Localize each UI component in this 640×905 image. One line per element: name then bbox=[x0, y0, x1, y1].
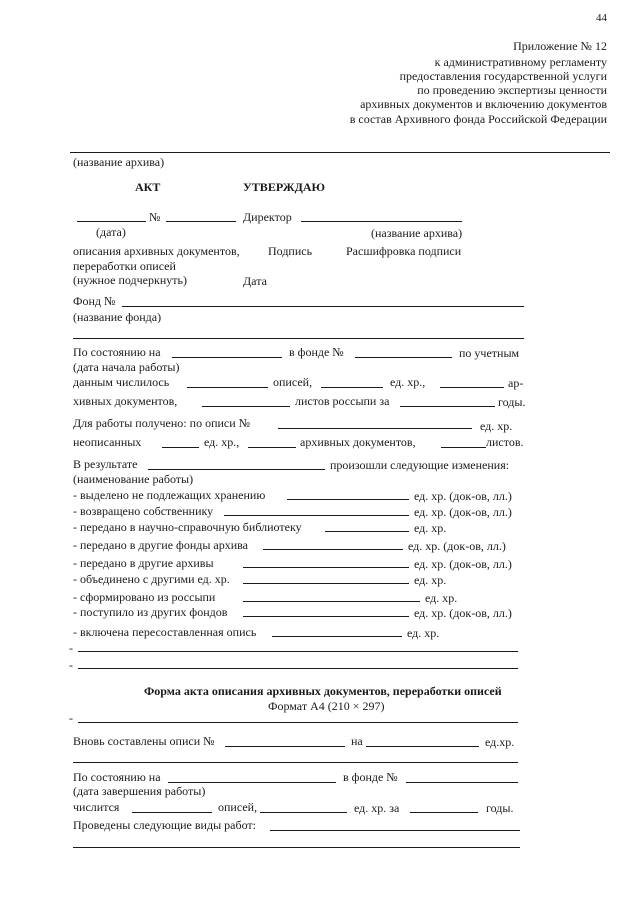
status-fond-number-field[interactable] bbox=[355, 357, 452, 358]
fond-label: Фонд № bbox=[73, 294, 116, 308]
status-by-inventories: по учетным bbox=[459, 346, 520, 360]
change-field[interactable] bbox=[243, 601, 420, 602]
dash-mark: - bbox=[69, 641, 73, 655]
change-suffix: ед. хр. bbox=[407, 626, 440, 640]
appendix-line: предоставления государственной услуги bbox=[399, 69, 607, 83]
dash-mark: - bbox=[69, 658, 73, 672]
signature-decode-label: Расшифровка подписи bbox=[346, 244, 462, 258]
fond-field[interactable] bbox=[122, 306, 524, 307]
work-name-field[interactable] bbox=[148, 469, 325, 470]
director-archive-caption: (название архива) bbox=[371, 226, 463, 240]
received-undescribed: неописанных bbox=[73, 435, 142, 449]
status-counted: данным числилось bbox=[73, 375, 170, 389]
act-number-field[interactable] bbox=[166, 221, 236, 222]
end-inventories: описей, bbox=[218, 800, 258, 814]
received-units: ед. хр. bbox=[480, 419, 513, 433]
end-units-for: ед. хр. за bbox=[354, 801, 400, 815]
result-caption: (наименование работы) bbox=[73, 472, 194, 486]
status-inventories: описей, bbox=[273, 375, 313, 389]
page-number: 44 bbox=[596, 12, 607, 24]
approve-title: УТВЕРЖДАЮ bbox=[243, 180, 326, 194]
new-inventories-label: Вновь составлены описи № bbox=[73, 734, 215, 748]
archive-name-line[interactable] bbox=[70, 152, 610, 153]
underline-caption: (нужное подчеркнуть) bbox=[73, 273, 187, 287]
appendix-line: в состав Архивного фонда Российской Федерации bbox=[349, 112, 607, 126]
fond-name-line[interactable] bbox=[73, 338, 524, 339]
change-field[interactable] bbox=[243, 616, 409, 617]
director-archive-field[interactable] bbox=[301, 221, 462, 222]
date-field[interactable] bbox=[77, 221, 146, 222]
start-date-field[interactable] bbox=[172, 357, 282, 358]
archive-docs-count-field[interactable] bbox=[440, 387, 504, 388]
new-inventories-number-field[interactable] bbox=[225, 746, 345, 747]
form-title: Форма акта описания архивных документов, переработки описей bbox=[144, 684, 502, 698]
act-type-line2: переработки описей bbox=[73, 259, 176, 273]
date-label: Дата bbox=[243, 274, 267, 288]
change-label: - сформировано из россыпи bbox=[73, 590, 216, 604]
change-suffix: ед. хр. bbox=[425, 591, 458, 605]
change-label: - выделено не подлежащих хранению bbox=[73, 488, 266, 502]
received-units2: ед. хр., bbox=[204, 435, 240, 449]
change-label: - возвращено собственнику bbox=[73, 504, 214, 518]
appendix-line: архивных документов и включению документов bbox=[360, 97, 607, 111]
units-count-field[interactable] bbox=[321, 387, 383, 388]
archive-name-caption: (название архива) bbox=[73, 155, 165, 169]
result-label: В результате bbox=[73, 457, 138, 471]
change-label: - включена пересоставленная опись bbox=[73, 625, 257, 639]
end-years: годы. bbox=[486, 801, 514, 815]
status-as-of: По состоянию на bbox=[73, 345, 161, 359]
end-in-fond: в фонде № bbox=[343, 770, 398, 784]
change-field[interactable] bbox=[287, 499, 409, 500]
end-inventories-field[interactable] bbox=[132, 812, 212, 813]
appendix-line: Приложение № 12 bbox=[513, 39, 607, 53]
end-date-field[interactable] bbox=[168, 782, 336, 783]
form-format: Формат А4 (210 × 297) bbox=[268, 699, 385, 713]
director-label: Директор bbox=[243, 210, 292, 224]
extra-change-line[interactable] bbox=[78, 722, 518, 723]
received-line1: Для работы получено: по описи № bbox=[73, 416, 251, 430]
change-field[interactable] bbox=[243, 583, 409, 584]
change-field[interactable] bbox=[272, 636, 402, 637]
docs-field[interactable] bbox=[202, 406, 290, 407]
status-units: ед. хр., bbox=[390, 375, 426, 389]
act-type-line1: описания архивных документов, bbox=[73, 244, 240, 258]
appendix-line: по проведению экспертизы ценности bbox=[417, 83, 607, 97]
change-suffix: ед. хр. (док-ов, лл.) bbox=[414, 505, 512, 519]
status-years: годы. bbox=[498, 395, 526, 409]
signature-label: Подпись bbox=[268, 244, 313, 258]
status-ar: ар- bbox=[508, 376, 524, 390]
status-sheets-loose: листов россыпи за bbox=[295, 394, 390, 408]
change-field[interactable] bbox=[263, 549, 403, 550]
change-suffix: ед. хр. (док-ов, лл.) bbox=[414, 557, 512, 571]
new-inventories-line[interactable] bbox=[73, 762, 518, 763]
number-sign: № bbox=[149, 210, 161, 224]
undescribed-units-field[interactable] bbox=[162, 447, 199, 448]
status-archive-docs: хивных документов, bbox=[73, 394, 178, 408]
change-field[interactable] bbox=[325, 531, 409, 532]
works-label: Проведены следующие виды работ: bbox=[73, 818, 256, 832]
new-inventories-on: на bbox=[351, 734, 363, 748]
extra-change-line[interactable] bbox=[78, 668, 518, 669]
change-suffix: ед. хр. (док-ов, лл.) bbox=[414, 606, 512, 620]
end-counted: числится bbox=[73, 800, 120, 814]
end-units-field[interactable] bbox=[260, 812, 347, 813]
received-inventory-field[interactable] bbox=[278, 428, 472, 429]
received-archive-docs: архивных документов, bbox=[300, 435, 416, 449]
end-as-of: По состоянию на bbox=[73, 770, 161, 784]
change-suffix: ед. хр. bbox=[414, 521, 447, 535]
extra-change-line[interactable] bbox=[78, 651, 518, 652]
change-label: - поступило из других фондов bbox=[73, 605, 228, 619]
act-title: АКТ bbox=[135, 180, 161, 194]
end-years-field[interactable] bbox=[410, 812, 478, 813]
inventories-count-field[interactable] bbox=[187, 387, 268, 388]
received-sheets-field[interactable] bbox=[441, 447, 486, 448]
fond-caption: (название фонда) bbox=[73, 310, 162, 324]
start-date-caption: (дата начала работы) bbox=[73, 360, 180, 374]
change-suffix: ед. хр. (док-ов, лл.) bbox=[408, 539, 506, 553]
end-fond-number-field[interactable] bbox=[406, 782, 518, 783]
status-in-fond: в фонде № bbox=[289, 345, 344, 359]
change-suffix: ед. хр. bbox=[414, 573, 447, 587]
change-label: - передано в научно-справочную библиотеку bbox=[73, 520, 302, 534]
works-line[interactable] bbox=[73, 847, 520, 848]
result-changes: произошли следующие изменения: bbox=[330, 458, 510, 472]
new-inventories-units: ед.хр. bbox=[485, 735, 515, 749]
change-suffix: ед. хр. (док-ов, лл.) bbox=[414, 489, 512, 503]
change-label: - передано в другие архивы bbox=[73, 556, 214, 570]
change-field[interactable] bbox=[243, 567, 409, 568]
change-label: - передано в другие фонды архива bbox=[73, 538, 248, 552]
end-date-caption: (дата завершения работы) bbox=[73, 784, 206, 798]
date-caption: (дата) bbox=[96, 225, 126, 239]
change-label: - объединено с другими ед. хр. bbox=[73, 572, 230, 586]
years-range-field[interactable] bbox=[400, 406, 495, 407]
new-inventories-units-field[interactable] bbox=[366, 746, 479, 747]
appendix-line: к административному регламенту bbox=[434, 55, 607, 69]
works-field[interactable] bbox=[270, 830, 520, 831]
change-field[interactable] bbox=[224, 515, 409, 516]
received-sheets: листов. bbox=[486, 435, 524, 449]
dash-mark: - bbox=[69, 711, 73, 725]
received-docs-field[interactable] bbox=[248, 447, 296, 448]
